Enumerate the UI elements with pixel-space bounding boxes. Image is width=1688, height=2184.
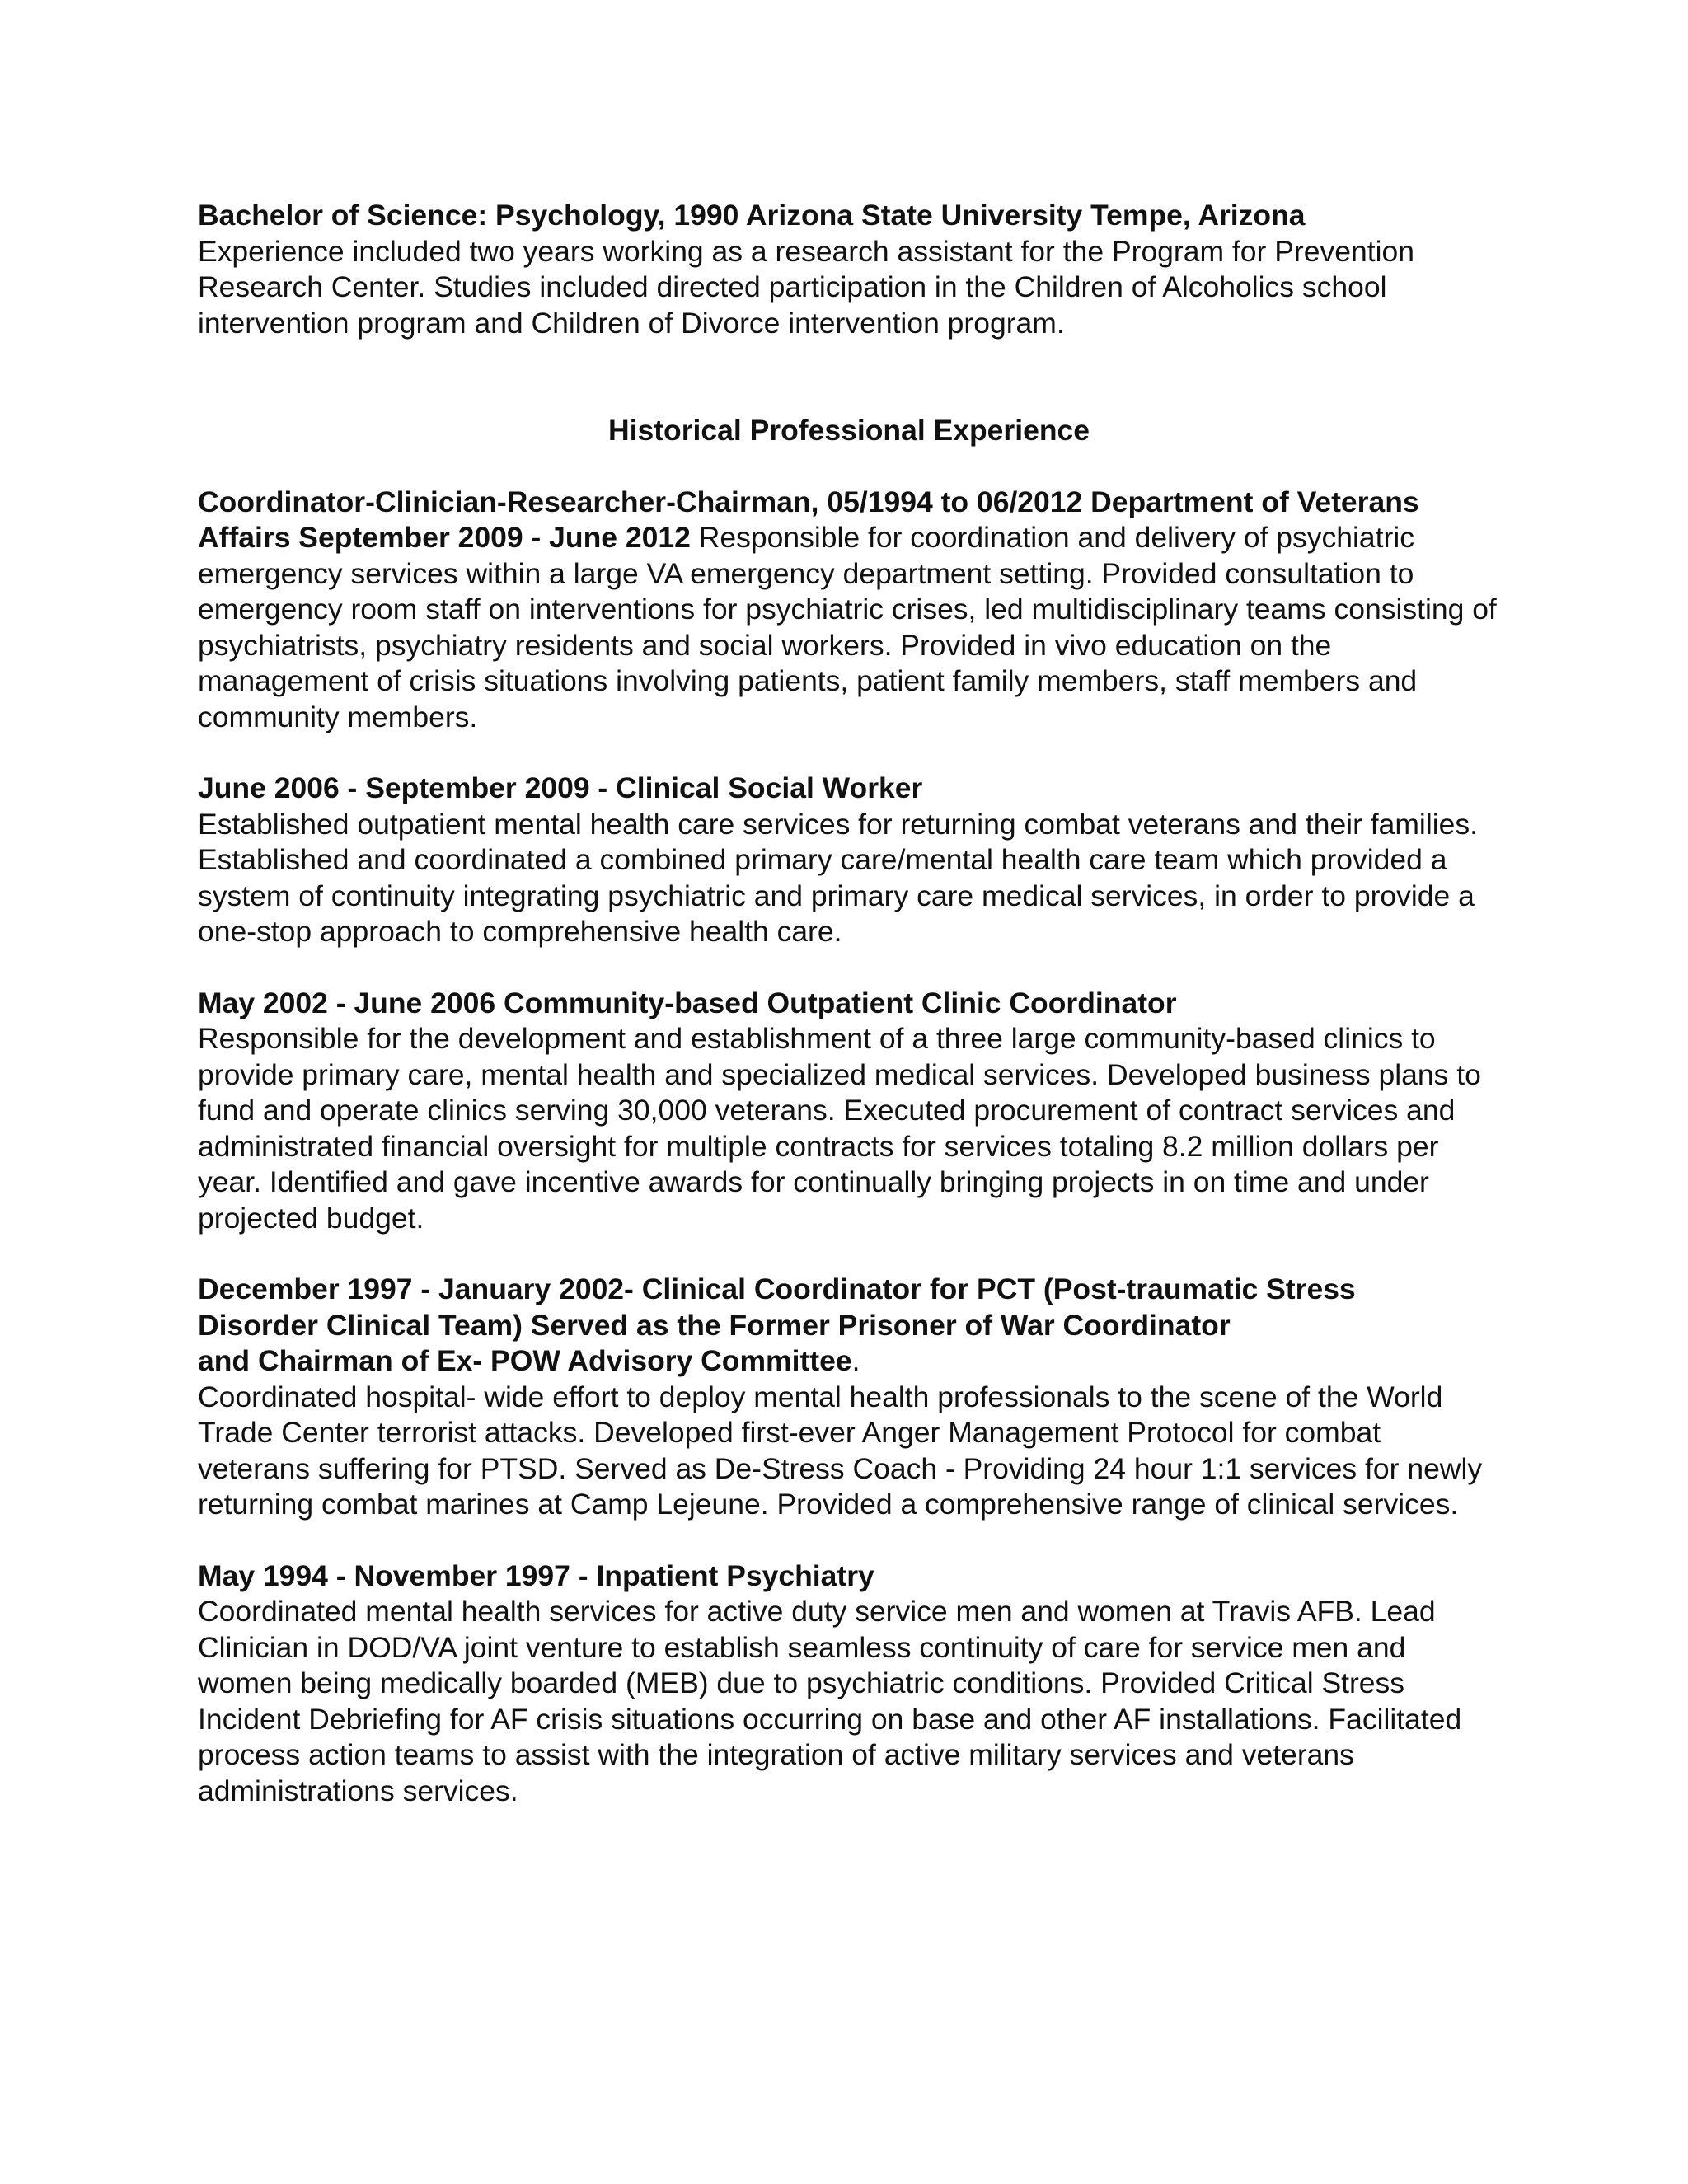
job-4-heading-line1: December 1997 - January 2002- Clinical Coordinator for PCT (Post-traumatic Stress Disorder Clinical Team) Served as the Former Prisoner of War Coordinator <box>198 1272 1356 1342</box>
job-2-heading: June 2006 - September 2009 - Clinical Social Worker <box>198 771 923 804</box>
job-entry-3 <box>198 986 1500 1237</box>
job-3-body: Responsible for the development and establishment of a three large community-based clinics to provide primary care, mental health and specialized medical services. Developed business plans to fund and operate clinics serving 30,000 veterans. Executed procurement of contract services and administrated financial oversight for multiple contracts for services totaling 8.2 million dollars per year. Identified and gave incentive awards for continually bringing projects in on time and under projected budget. <box>198 1022 1481 1235</box>
job-3-heading: May 2002 - June 2006 Community-based Outpatient Clinic Coordinator <box>198 986 1177 1019</box>
job-4-heading-line2: and Chairman of Ex- POW Advisory Committee <box>198 1344 852 1377</box>
job-entry-4 <box>198 1272 1500 1523</box>
job-entry-5 <box>198 1558 1500 1810</box>
job-1-body: Responsible for coordination and delivery of psychiatric emergency services within a large VA emergency department setting. Provided consultation to emergency room staff on interventions for psychiatric crises, led multidisciplinary teams consisting of psychiatrists, psychiatry residents and social workers. Provided in vivo education on the management of crisis situations involving patients, patient family members, staff members and community members. <box>198 521 1497 733</box>
job-entry-1 <box>198 485 1500 736</box>
section-title: Historical Professional Experience <box>607 414 1090 447</box>
job-1-heading: Coordinator-Clinician-Researcher-Chairman, 05/1994 to 06/2012 Department of Veterans Affairs September 2009 - June 2012 <box>198 485 1419 554</box>
education-body: Experience included two years working as a research assistant for the Program for Prevention Research Center. Studies included directed participation in the Children of Alcoholics school intervention program and Children of Divorce intervention program. <box>198 234 1414 340</box>
job-5-heading: May 1994 - November 1997 - Inpatient Psychiatry <box>198 1558 874 1592</box>
education-entry <box>198 198 1500 341</box>
job-4-heading-punct: . <box>851 1344 860 1377</box>
resume-page <box>198 198 1500 1809</box>
job-1-text <box>198 485 1500 736</box>
job-2-body: Established outpatient mental health care services for returning combat veterans and their families. Established and coordinated a combined primary care/mental health care team which provided a system of continuity integrating psychiatric and primary care medical services, in order to provide a one-stop approach to comprehensive health care. <box>198 807 1478 948</box>
education-heading: Bachelor of Science: Psychology, 1990 Arizona State University Tempe, Arizona <box>198 199 1306 232</box>
job-entry-2 <box>198 771 1500 950</box>
job-4-heading-line2-wrap <box>198 1343 1500 1380</box>
job-5-body: Coordinated mental health services for active duty service men and women at Travis AFB. Lead Clinician in DOD/VA joint venture to establish seamless continuity of care for service men and women being medically boarded (MEB) due to psychiatric conditions. Provided Critical Stress Incident Debriefing for AF crisis situations occurring on base and other AF installations. Facilitated process action teams to assist with the integration of active military services and veterans administrations services. <box>198 1595 1462 1807</box>
job-4-body: Coordinated hospital- wide effort to deploy mental health professionals to the scene of the World Trade Center terrorist attacks. Developed first-ever Anger Management Protocol for combat veterans suffering for PTSD. Served as De-Stress Coach - Providing 24 hour 1:1 services for newly returning combat marines at Camp Lejeune. Provided a comprehensive range of clinical services. <box>198 1380 1483 1521</box>
